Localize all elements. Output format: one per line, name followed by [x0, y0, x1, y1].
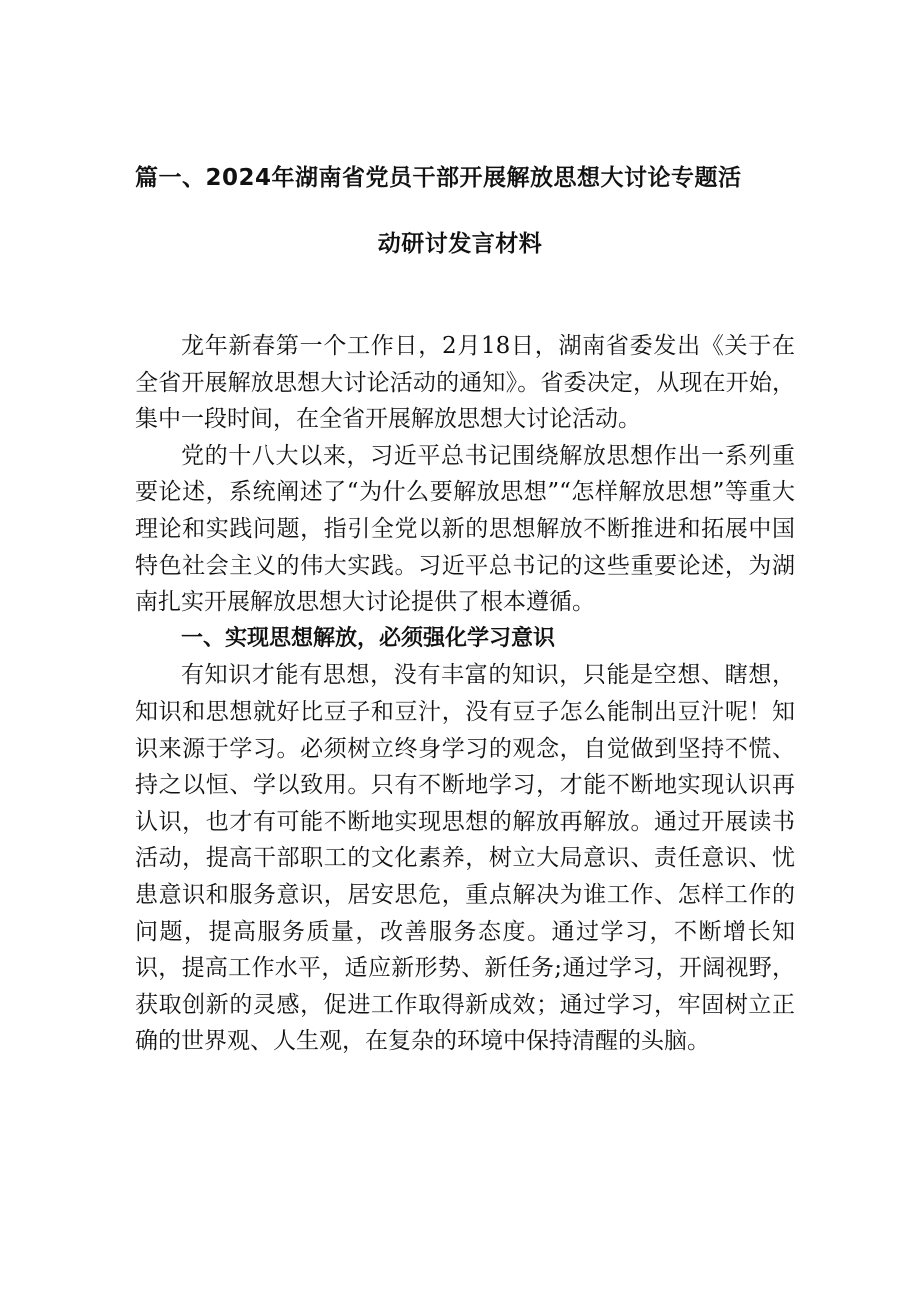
- document-title-line-1: 篇一、2024年湖南省党员干部开展解放思想大讨论专题活: [135, 165, 742, 191]
- document-body: [135, 328, 795, 1060]
- document-title-line-2: 动研讨发言材料: [377, 231, 543, 257]
- section-heading: 一、实现思想解放，必须强化学习意识: [181, 625, 556, 651]
- paragraph-section-body: 有知识才能有思想，没有丰富的知识，只能是空想、瞎想，知识和思想就好比豆子和豆汁，没有豆子怎么能制出豆汁呢！知识来源于学习。必须树立终身学习的观念，自觉做到坚持不慌、持之以恒、学以致用。只有不断地学习，才能不断地实现认识再认识，也才有可能不断地实现思想的解放再解放。通过开展读书活动，提高干部职工的文化素养，树立大局意识、责任意识、忧患意识和服务意识，居安思危，重点解决为谁工作、怎样工作的问题，提高服务质量，改善服务态度。通过学习，不断增长知识，提高工作水平，适应新形势、新任务;通过学习，开阔视野，获取创新的灵感，促进工作取得新成效；通过学习，牢固树立正确的世界观、人生观，在复杂的环境中保持清醒的头脑。: [135, 662, 795, 1055]
- paragraph-intro: 龙年新春第一个工作日，2月18日，湖南省委发出《关于在全省开展解放思想大讨论活动的通知》。省委决定，从现在开始，集中一段时间，在全省开展解放思想大讨论活动。: [135, 333, 795, 433]
- paragraph-background: 党的十八大以来，习近平总书记围绕解放思想作出一系列重要论述，系统阐述了“为什么要解放思想”“怎样解放思想”等重大理论和实践问题，指引全党以新的思想解放不断推进和拓展中国特色社会主义的伟大实践。习近平总书记的这些重要论述，为湖南扎实开展解放思想大讨论提供了根本遵循。: [135, 442, 795, 616]
